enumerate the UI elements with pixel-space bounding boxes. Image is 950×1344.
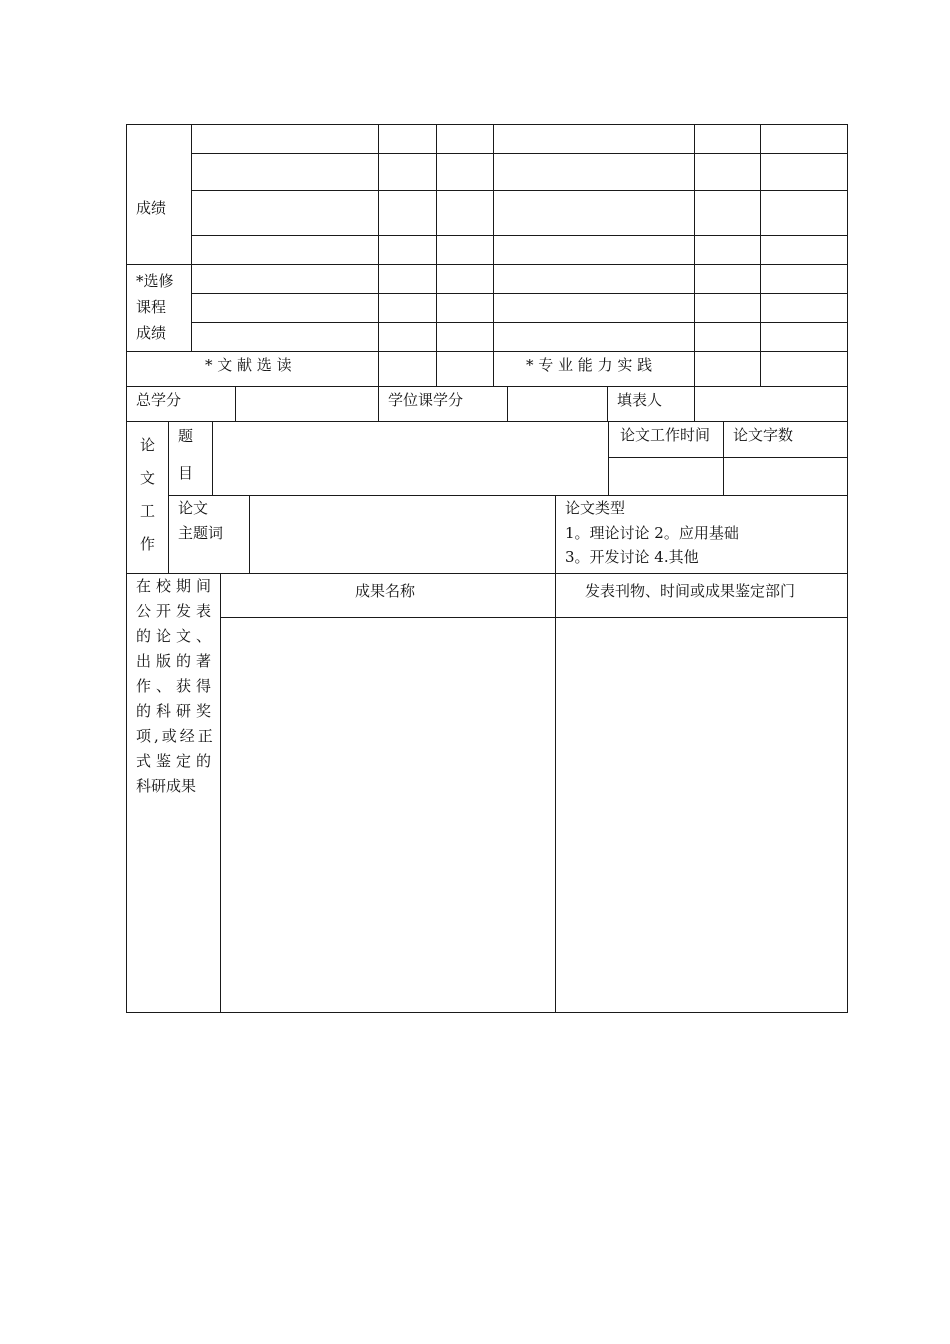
thesis-section-char: 论	[140, 436, 156, 454]
keywords-label-line: 主题词	[178, 524, 224, 542]
achievements-description-line: 出版的著	[136, 652, 217, 670]
achievements-description-line: 式鉴定的	[136, 752, 217, 770]
achievements-description-line: 科研成果	[136, 777, 197, 795]
thesis-keywords-field[interactable]	[250, 496, 555, 573]
achievement-publication-field[interactable]	[556, 618, 847, 1012]
elective-row-line	[191, 293, 848, 294]
grade-row-line	[191, 153, 848, 154]
thesis-label-divider	[168, 421, 169, 574]
thesis-section-line	[126, 573, 848, 574]
achievements-description-line: 项,或经正	[136, 727, 216, 745]
credits-col-line	[607, 386, 608, 422]
elective-label-line: *选修	[136, 272, 174, 290]
degree-course-credits-label: 学位课学分	[388, 391, 464, 409]
total-credits-field[interactable]	[236, 387, 378, 421]
credits-col-line	[378, 386, 379, 422]
literature-reading-label: * 文 献 选 读	[205, 356, 292, 374]
elective-label-line: 成绩	[136, 324, 167, 342]
table-border-left	[126, 124, 127, 1013]
thesis-title-field[interactable]	[213, 422, 608, 495]
achievements-description-line: 公开发表	[136, 602, 217, 620]
grade-col-line	[694, 124, 695, 387]
grade-col-line	[378, 124, 379, 387]
achievements-description-line: 在校期间	[136, 577, 217, 595]
thesis-type-options: 3。开发讨论 4.其他	[565, 548, 699, 566]
thesis-section-char: 作	[140, 535, 156, 553]
grade-row-line	[191, 190, 848, 191]
elective-label-line: 课程	[136, 298, 167, 316]
thesis-section-char: 工	[140, 502, 156, 520]
filled-by-field[interactable]	[695, 387, 847, 421]
elective-section-line	[126, 351, 848, 352]
total-credits-label: 总学分	[136, 391, 182, 409]
thesis-type-options: 1。理论讨论 2。应用基础	[565, 524, 739, 542]
thesis-word-count-field[interactable]	[724, 458, 847, 495]
filled-by-label: 填表人	[617, 391, 663, 409]
achievement-name-header: 成果名称	[355, 582, 416, 600]
keywords-label-line: 论文	[178, 499, 209, 517]
achievement-publication-header: 发表刊物、时间或成果鉴定部门	[585, 582, 796, 600]
title-label-char: 题	[178, 427, 194, 445]
grade-label-divider	[191, 124, 192, 352]
thesis-type-label: 论文类型	[565, 499, 626, 517]
thesis-section-char: 文	[140, 469, 156, 487]
table-border-top	[126, 124, 848, 125]
thesis-work-time-field[interactable]	[609, 458, 723, 495]
thesis-word-count-label: 论文字数	[733, 426, 794, 444]
achievements-description-line: 的科研奖	[136, 702, 217, 720]
achievements-description-line: 作、获得	[136, 677, 217, 695]
grade-col-line	[760, 124, 761, 387]
achievement-name-field[interactable]	[221, 618, 555, 1012]
elective-row-line	[191, 322, 848, 323]
keywords-value-divider	[555, 495, 556, 574]
professional-practice-label: * 专 业 能 力 实 践	[526, 356, 653, 374]
grade-col-line	[493, 124, 494, 387]
grades-label: 成绩	[136, 199, 167, 217]
degree-course-credits-field[interactable]	[508, 387, 607, 421]
table-border-right	[847, 124, 848, 1013]
grade-row-line	[191, 235, 848, 236]
title-label-char: 目	[178, 464, 194, 482]
table-border-bottom	[126, 1012, 848, 1013]
grade-col-line	[436, 124, 437, 387]
achievements-description-line: 的论文、	[136, 627, 217, 645]
grade-section-line	[126, 264, 848, 265]
thesis-work-time-label: 论文工作时间	[620, 426, 711, 444]
